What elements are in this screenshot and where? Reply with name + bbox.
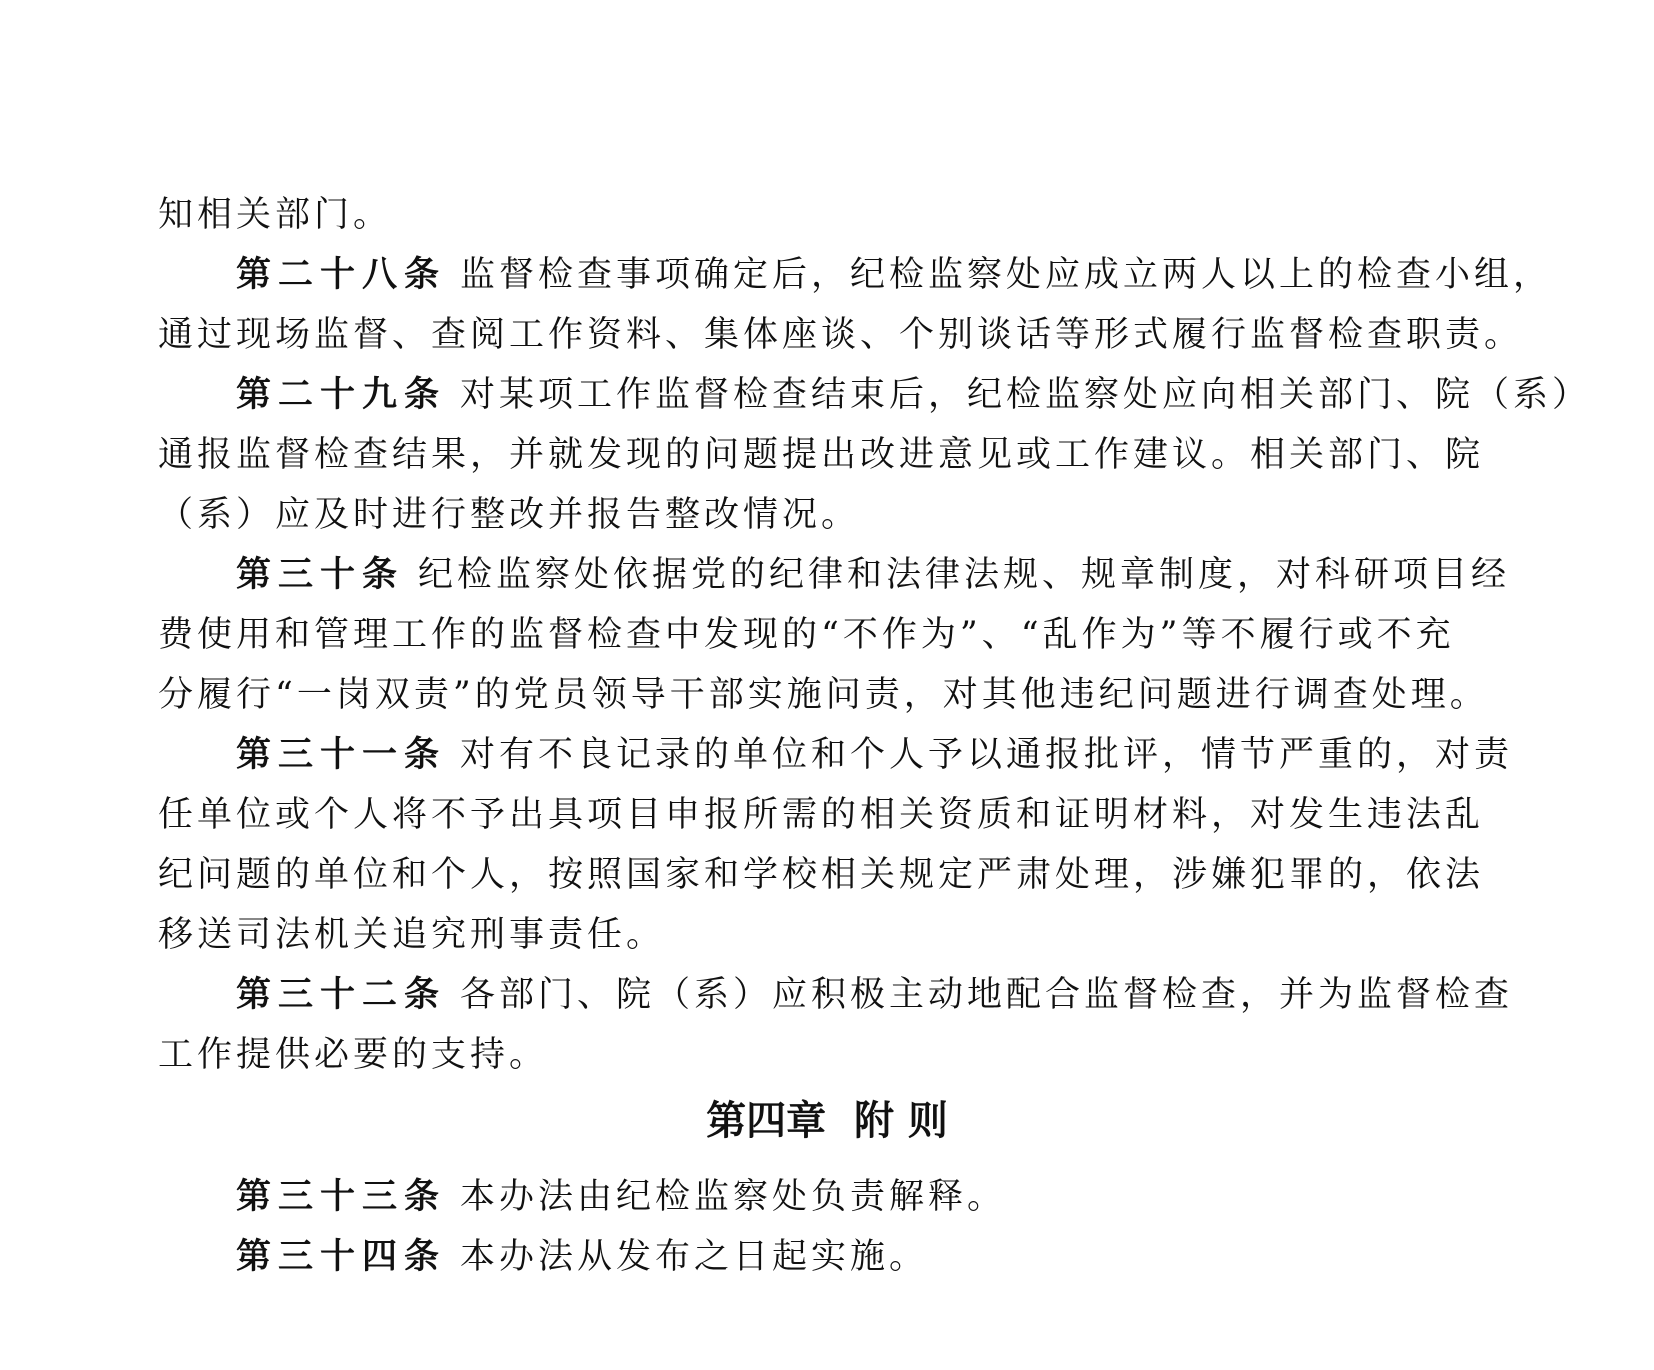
article-number: 第三十二条	[236, 975, 447, 1015]
line-text: 本办法从发布之日起实施。	[460, 1237, 929, 1277]
article-34-line	[236, 1235, 928, 1279]
article-32-line	[236, 973, 1513, 1017]
line-text: 监督检查事项确定后，纪检监察处应成立两人以上的检查小组，	[460, 255, 1553, 295]
line-text: 纪问题的单位和个人，按照国家和学校相关规定严肃处理，涉嫌犯罪的，依法	[158, 855, 1485, 895]
paragraph-line	[158, 493, 860, 537]
paragraph-line	[158, 793, 1484, 837]
paragraph-line	[158, 673, 1489, 717]
article-number: 第二十八条	[236, 255, 447, 295]
line-text: 对有不良记录的单位和个人予以通报批评，情节严重的，对责	[460, 735, 1514, 775]
line-text: 知相关部门。	[158, 195, 393, 235]
article-30-line	[236, 553, 1510, 597]
paragraph-line	[158, 1033, 548, 1077]
line-text: 通过现场监督、查阅工作资料、集体座谈、个别谈话等形式履行监督检查职责。	[158, 315, 1524, 355]
paragraph-line	[158, 613, 1455, 657]
paragraph-line	[158, 853, 1484, 897]
line-text: 对某项工作监督检查结束后，纪检监察处应向相关部门、院（系）	[460, 375, 1592, 415]
line-text: 费使用和管理工作的监督检查中发现的“不作为”、“乱作为”等不履行或不充	[158, 615, 1455, 655]
article-number: 第三十条	[236, 555, 405, 595]
article-number: 第三十四条	[236, 1237, 447, 1277]
line-text: 分履行“一岗双责”的党员领导干部实施问责，对其他违纪问题进行调查处理。	[158, 675, 1489, 715]
line-text: 工作提供必要的支持。	[158, 1035, 549, 1075]
article-33-line	[236, 1175, 1006, 1219]
line-text: 移送司法机关追究刑事责任。	[158, 915, 666, 955]
paragraph-line	[158, 433, 1484, 477]
article-number: 第二十九条	[236, 375, 447, 415]
line-text: 任单位或个人将不予出具项目申报所需的相关资质和证明材料，对发生违法乱	[158, 795, 1485, 835]
line-text: 纪检监察处依据党的纪律和法律法规、规章制度，对科研项目经	[418, 555, 1511, 595]
article-number: 第三十一条	[236, 735, 447, 775]
chapter-title: 第四章 附 则	[706, 1098, 948, 1144]
line-text: 通报监督检查结果，并就发现的问题提出改进意见或工作建议。相关部门、院	[158, 435, 1485, 475]
paragraph-line	[158, 193, 392, 237]
paragraph-line	[158, 913, 665, 957]
paragraph-line	[158, 313, 1523, 357]
line-text: 各部门、院（系）应积极主动地配合监督检查，并为监督检查	[460, 975, 1514, 1015]
article-28-line	[236, 253, 1552, 297]
article-31-line	[236, 733, 1513, 777]
line-text: 本办法由纪检监察处负责解释。	[460, 1177, 1007, 1217]
line-text: （系）应及时进行整改并报告整改情况。	[158, 495, 861, 535]
article-number: 第三十三条	[236, 1177, 447, 1217]
article-29-line	[236, 373, 1591, 417]
